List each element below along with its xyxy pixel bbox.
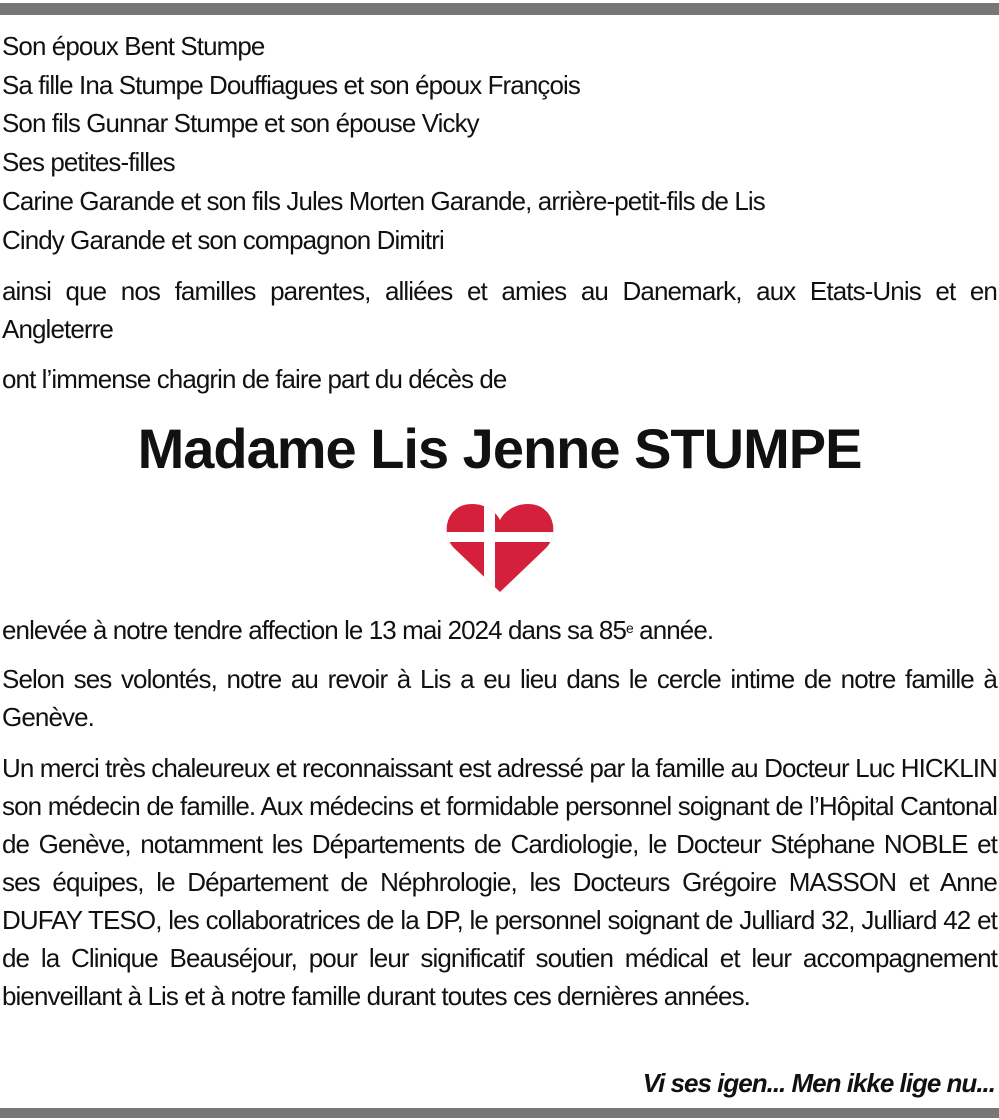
family-line-daughter: Sa fille Ina Stumpe Douffiagues et son époux François bbox=[2, 70, 580, 100]
death-notice-line bbox=[2, 611, 997, 650]
closing-quote: Vi ses igen... Men ikke lige nu... bbox=[642, 1068, 995, 1098]
top-border-rule bbox=[0, 3, 999, 15]
bottom-border-rule bbox=[0, 1108, 999, 1118]
flag-cross-vertical bbox=[484, 500, 495, 594]
family-line-husband: Son époux Bent Stumpe bbox=[2, 31, 265, 61]
death-notice-text: enlevée à notre tendre affection le 13 mai 2024 dans sa 85 bbox=[2, 615, 626, 645]
family-line-son: Son fils Gunnar Stumpe et son épouse Vicky bbox=[2, 108, 479, 138]
flag-cross-horizontal bbox=[446, 532, 554, 542]
flag-field bbox=[446, 500, 554, 594]
death-notice-end: année. bbox=[632, 615, 714, 645]
relatives-paragraph: ainsi que nos familles parentes, alliées et amies au Danemark, aux Etats-Unis et en Angleterre bbox=[2, 276, 997, 344]
family-line-carine: Carine Garande et son fils Jules Morten Garande, arrière-petit-fils de Lis bbox=[2, 186, 765, 216]
announcement-line: ont l’immense chagrin de faire part du décès de bbox=[2, 364, 507, 394]
deceased-name-heading: Madame Lis Jenne STUMPE bbox=[137, 417, 862, 480]
wishes-paragraph: Selon ses volontés, notre au revoir à Lis a eu lieu dans le cercle intime de notre famille à Genève. bbox=[2, 664, 997, 732]
danish-flag-heart-icon bbox=[446, 500, 554, 594]
family-line-granddaughters-heading: Ses petites-filles bbox=[2, 147, 175, 177]
family-line-cindy: Cindy Garande et son compagnon Dimitri bbox=[2, 225, 444, 255]
ordinal-suffix: e bbox=[625, 620, 633, 636]
thanks-paragraph: Un merci très chaleureux et reconnaissant est adressé par la famille au Docteur Luc HICKLIN son médecin de famille. Aux médecins et formidable personnel soignant de l’Hôpital Cantonal de Genève, notamment les Départements de Cardiologie, le Docteur Stéphane NOBLE et ses équipes, le Département de Néphrologie, les Docteurs Grégoire MASSON et Anne DUFAY TESO, les collaboratrices de la DP, le personnel soignant de Julliard 32, Julliard 42 et de la Clinique Beauséjour, pour leur significatif soutien médical et leur accompagnement bienveillant à Lis et à notre famille durant toutes ces dernières années. bbox=[2, 753, 997, 1011]
